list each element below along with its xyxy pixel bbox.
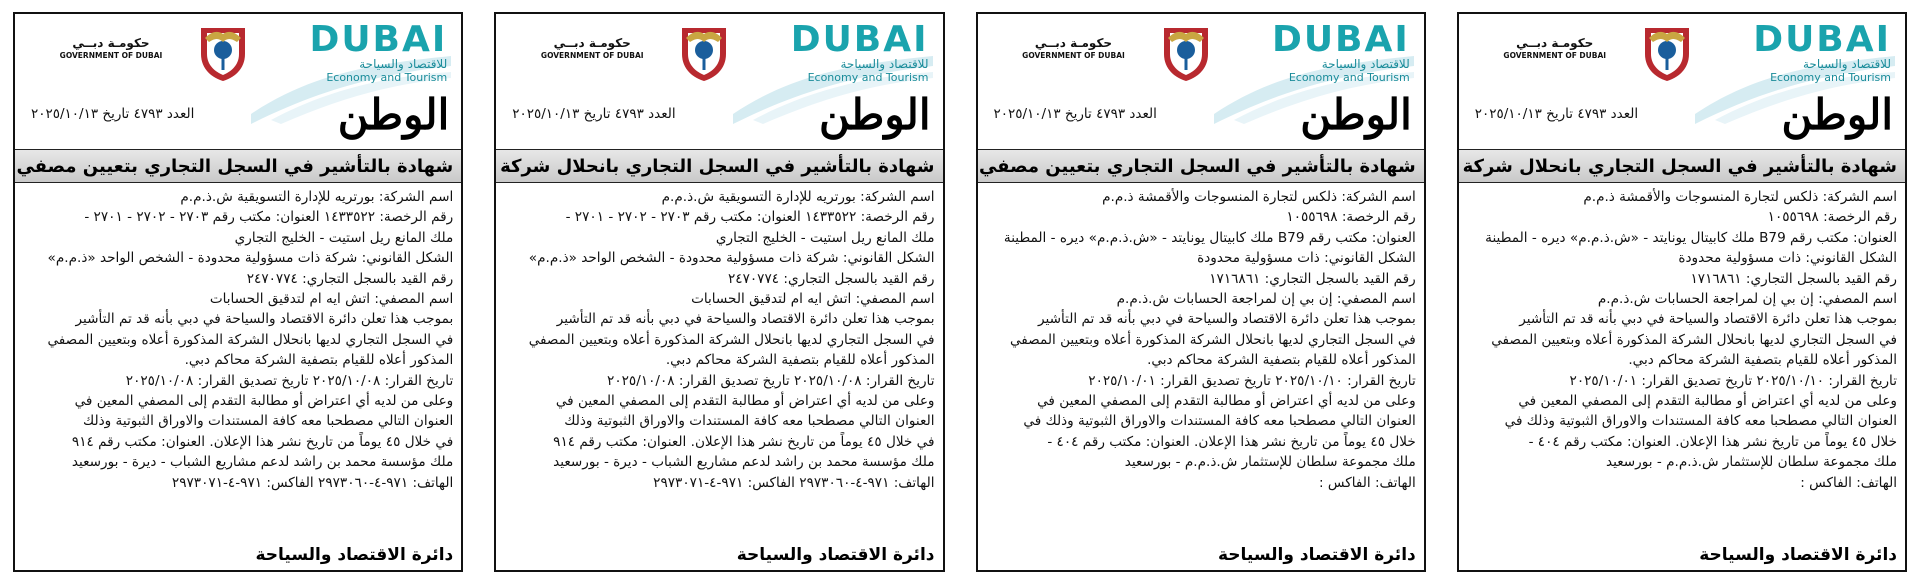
notice-line: اسم المصفي: إن بي إن لمراجعة الحسابات ش.ذ.م.م: [1597, 291, 1897, 308]
notice-line: اسم المصفي: إن بي إن لمراجعة الحسابات ش.ذ.م.م: [1116, 291, 1416, 308]
notice-title: شهادة بالتأشير في السجل التجاري بانحلال شركة: [1459, 149, 1905, 183]
notice-card: [976, 12, 1426, 572]
notice-line: اسم الشركة: ذلكس لتجارة المنسوجات والأقمشة ذ.م.م: [1102, 189, 1416, 205]
notice-footer: دائرة الاقتصاد والسياحة: [736, 545, 935, 565]
notice-line: المذكور أعلاه للقيام بتصفية الشركة محاكم دبي.: [665, 352, 935, 369]
notice-line: تاريخ القرار: ٢٠٢٥/١٠/٠٨ تاريخ تصديق القرار: ٢٠٢٥/١٠/٠٨: [125, 372, 454, 389]
notice-line: بموجب هذا تعلن دائرة الاقتصاد والسياحة في دبي بأنه قد تم التأشير: [556, 311, 935, 328]
notice-line: الهاتف: ٩٧١-٤-٢٩٧٣٠٦٠ الفاكس: ٩٧١-٤-٢٩٧٣٠٧١: [653, 474, 935, 491]
notice-line: العنوان التالي مصطحبا معه كافة المستندات والاوراق الثبوتية وذلك: [564, 413, 935, 430]
notice-line: اسم الشركة: بورتريه للإدارة التسويقية ش.ذ.م.م: [180, 189, 454, 205]
government-english: GOVERNMENT OF DUBAI: [1022, 51, 1125, 60]
notice-line: العنوان التالي مصطحبا معه كافة المستندات والاوراق الثبوتية وذلك في: [1023, 413, 1416, 430]
dubai-logo-word: DUBAI: [790, 19, 929, 60]
government-of-dubai: [31, 36, 191, 61]
notice-line: الهاتف: ٩٧١-٤-٢٩٧٣٠٦٠ الفاكس: ٩٧١-٤-٢٩٧٣٠٧١: [171, 474, 454, 491]
notice-header: [1459, 14, 1905, 149]
government-english: GOVERNMENT OF DUBAI: [540, 51, 644, 60]
dubai-economy-logo: [1271, 19, 1410, 84]
newspaper-masthead: الوطن: [818, 90, 931, 139]
dubai-economy-logo: [790, 19, 929, 84]
notice-footer: دائرة الاقتصاد والسياحة: [255, 545, 454, 565]
notice-line: رقم الرخصة: ١٠٥٥٦٩٨: [1286, 209, 1416, 226]
notice-body: [1459, 183, 1905, 540]
dubai-logo-english: Economy and Tourism: [326, 71, 448, 84]
government-emblem-icon: [195, 24, 251, 82]
government-arabic: حكومـة دبــي: [1034, 36, 1113, 50]
dubai-logo-arabic: للاقتصاد والسياحة: [1321, 57, 1410, 71]
notice-line: تاريخ القرار: ٢٠٢٥/١٠/١٠ تاريخ تصديق القرار: ٢٠٢٥/١٠/٠١: [1569, 372, 1897, 389]
notice-line: ملك مجموعة سلطان للإستثمار ش.ذ.م.م - بورسعيد: [1606, 454, 1897, 471]
notice-body: [496, 183, 942, 540]
notice-line: وعلى من لديه أي اعتراض أو مطالبة التقدم إلى المصفي المعين في: [555, 393, 935, 410]
issue-date: العدد ٤٧٩٣ تاريخ ٢٠٢٥/١٠/١٣: [31, 106, 195, 122]
notice-line: الهاتف: الفاكس :: [1800, 474, 1897, 491]
notice-line: الشكل القانوني: شركة ذات مسؤولية محدودة - الشخص الواحد «ذ.م.م»: [47, 250, 454, 267]
dubai-logo-word: DUBAI: [1753, 19, 1891, 60]
notice-line: رقم القيد بالسجل التجاري: ٢٤٧٠٧٧٤: [246, 270, 454, 287]
dubai-logo-word: DUBAI: [1271, 19, 1410, 60]
notice-line: اسم المصفي: اتش ايه ام لتدقيق الحسابات: [691, 291, 935, 308]
dubai-economy-logo: [309, 19, 448, 84]
notice-footer: دائرة الاقتصاد والسياحة: [1699, 545, 1897, 565]
notice-line: رقم القيد بالسجل التجاري: ١٧١٦٨٦١: [1690, 270, 1897, 287]
notice-line: العنوان التالي مصطحبا معه كافة المستندات والاوراق الثبوتية وذلك في: [1504, 413, 1897, 430]
notice-header: [15, 14, 461, 149]
notice-line: في السجل التجاري لديها بانحلال الشركة المذكورة أعلاه وبتعيين المصفي: [1491, 331, 1897, 348]
notice-line: المذكور أعلاه للقيام بتصفية الشركة محاكم دبي.: [1628, 352, 1897, 369]
notice-header: [496, 14, 942, 149]
notice-body: [978, 183, 1424, 540]
newspaper-masthead: الوطن: [337, 90, 450, 139]
notice-line: العنوان: مكتب رقم B79 ملك كابيتال يونايتد - «ش.ذ.م.م» ديره - المطينة: [1485, 229, 1897, 246]
notice-line: اسم الشركة: بورتريه للإدارة التسويقية ش.ذ.م.م: [661, 189, 935, 205]
notice-line: رقم الرخصة: ١٠٥٥٦٩٨: [1767, 209, 1897, 226]
notice-line: رقم الرخصة: ١٤٣٣٥٢٢ العنوان: مكتب رقم ٢٧٠٣ - ٢٧٠٢ - ٢٧٠١ -: [84, 209, 454, 226]
newspaper-masthead: الوطن: [1300, 90, 1412, 139]
notice-line: وعلى من لديه أي اعتراض أو مطالبة التقدم إلى المصفي المعين في: [74, 393, 454, 410]
issue-date: العدد ٤٧٩٣ تاريخ ٢٠٢٥/١٠/١٣: [512, 106, 676, 122]
dubai-logo-arabic: للاقتصاد والسياحة: [1802, 57, 1891, 71]
notice-line: بموجب هذا تعلن دائرة الاقتصاد والسياحة في دبي بأنه قد تم التأشير: [75, 311, 454, 328]
issue-date: العدد ٤٧٩٣ تاريخ ٢٠٢٥/١٠/١٣: [1474, 106, 1639, 122]
notice-line: رقم القيد بالسجل التجاري: ٢٤٧٠٧٧٤: [727, 270, 935, 287]
notice-line: ملك مجموعة سلطان للإستثمار ش.ذ.م.م - بورسعيد: [1124, 454, 1416, 471]
government-emblem-icon: [676, 24, 732, 82]
government-english: GOVERNMENT OF DUBAI: [1503, 51, 1607, 60]
notice-line: المذكور أعلاه للقيام بتصفية الشركة محاكم دبي.: [1147, 352, 1416, 369]
notice-line: الشكل القانوني: شركة ذات مسؤولية محدودة - الشخص الواحد «ذ.م.م»: [528, 250, 935, 267]
notice-title: شهادة بالتأشير في السجل التجاري بانحلال شركة: [496, 149, 942, 183]
notice-line: في السجل التجاري لديها بانحلال الشركة المذكورة أعلاه وبتعيين المصفي: [1009, 331, 1416, 348]
notice-line: رقم القيد بالسجل التجاري: ١٧١٦٨٦١: [1209, 270, 1416, 287]
newspaper-masthead: الوطن: [1781, 90, 1893, 139]
notice-line: تاريخ القرار: ٢٠٢٥/١٠/١٠ تاريخ تصديق القرار: ٢٠٢٥/١٠/٠١: [1088, 372, 1416, 389]
notice-card: [494, 12, 944, 572]
government-arabic: حكومـة دبــي: [553, 36, 631, 50]
notice-line: وعلى من لديه أي اعتراض أو مطالبة التقدم إلى المصفي المعين في: [1518, 393, 1897, 410]
dubai-logo-word: DUBAI: [309, 19, 448, 60]
government-of-dubai: [994, 36, 1154, 61]
notice-line: بموجب هذا تعلن دائرة الاقتصاد والسياحة في دبي بأنه قد تم التأشير: [1038, 311, 1416, 328]
notice-line: بموجب هذا تعلن دائرة الاقتصاد والسياحة في دبي بأنه قد تم التأشير: [1519, 311, 1897, 328]
notice-line: الشكل القانوني: ذات مسؤولية محدودة: [1678, 250, 1897, 267]
notice-line: ملك المانع ريل استيت - الخليج التجاري: [715, 229, 935, 246]
dubai-logo-arabic: للاقتصاد والسياحة: [840, 57, 929, 71]
notice-line: وعلى من لديه أي اعتراض أو مطالبة التقدم إلى المصفي المعين في: [1037, 393, 1416, 410]
notice-line: اسم المصفي: اتش ايه ام لتدقيق الحسابات: [209, 291, 454, 308]
government-emblem-icon: [1639, 24, 1695, 82]
notice-line: العنوان التالي مصطحبا معه كافة المستندات والاوراق الثبوتية وذلك: [83, 413, 454, 430]
notice-line: في خلال ٤٥ يوماً من تاريخ نشر هذا الإعلان. العنوان: مكتب رقم ٩١٤: [553, 433, 935, 450]
dubai-logo-english: Economy and Tourism: [807, 71, 929, 84]
notice-line: خلال ٤٥ يوماً من تاريخ نشر هذا الإعلان. العنوان: مكتب رقم ٤٠٤ -: [1528, 433, 1897, 450]
notice-title: شهادة بالتأشير في السجل التجاري بتعيين مصفي: [15, 149, 461, 183]
notice-line: العنوان: مكتب رقم B79 ملك كابيتال يونايتد - «ش.ذ.م.م» ديره - المطينة: [1003, 229, 1416, 246]
notice-line: ملك المانع ريل استيت - الخليج التجاري: [234, 229, 454, 246]
notice-line: المذكور أعلاه للقيام بتصفية الشركة محاكم دبي.: [184, 352, 454, 369]
notice-line: ملك مؤسسة محمد بن راشد لدعم مشاريع الشباب - ديرة - بورسعيد: [71, 454, 454, 471]
dubai-logo-arabic: للاقتصاد والسياحة: [359, 57, 448, 71]
issue-date: العدد ٤٧٩٣ تاريخ ٢٠٢٥/١٠/١٣: [993, 106, 1157, 122]
dubai-economy-logo: [1753, 19, 1891, 84]
notice-line: في السجل التجاري لديها بانحلال الشركة المذكورة أعلاه وبتعيين المصفي: [528, 331, 935, 348]
notice-footer: دائرة الاقتصاد والسياحة: [1217, 545, 1416, 565]
government-of-dubai: [512, 36, 672, 61]
dubai-logo-english: Economy and Tourism: [1288, 71, 1410, 84]
notice-line: تاريخ القرار: ٢٠٢٥/١٠/٠٨ تاريخ تصديق القرار: ٢٠٢٥/١٠/٠٨: [607, 372, 935, 389]
notice-header: [978, 14, 1424, 149]
government-emblem-icon: [1158, 24, 1214, 82]
notice-line: رقم الرخصة: ١٤٣٣٥٢٢ العنوان: مكتب رقم ٢٧٠٣ - ٢٧٠٢ - ٢٧٠١ -: [565, 209, 935, 226]
dubai-logo-english: Economy and Tourism: [1770, 71, 1891, 84]
notice-title: شهادة بالتأشير في السجل التجاري بتعيين مصفي: [978, 149, 1424, 183]
notice-card: [13, 12, 463, 572]
government-arabic: حكومـة دبــي: [72, 36, 150, 50]
notice-line: ملك مؤسسة محمد بن راشد لدعم مشاريع الشباب - ديرة - بورسعيد: [553, 454, 935, 471]
notice-line: في خلال ٤٥ يوماً من تاريخ نشر هذا الإعلان. العنوان: مكتب رقم ٩١٤: [71, 433, 454, 450]
notice-line: خلال ٤٥ يوماً من تاريخ نشر هذا الإعلان. العنوان: مكتب رقم ٤٠٤ -: [1047, 433, 1416, 450]
government-arabic: حكومـة دبــي: [1516, 36, 1594, 50]
notice-line: اسم الشركة: ذلكس لتجارة المنسوجات والأقمشة ذ.م.م: [1583, 189, 1897, 205]
notice-line: في السجل التجاري لديها بانحلال الشركة المذكورة أعلاه وبتعيين المصفي: [47, 331, 454, 348]
notice-card: [1457, 12, 1907, 572]
notice-line: الشكل القانوني: ذات مسؤولية محدودة: [1197, 250, 1416, 267]
government-english: GOVERNMENT OF DUBAI: [59, 51, 163, 60]
government-of-dubai: [1475, 36, 1635, 61]
notice-body: [15, 183, 461, 540]
notice-line: الهاتف: الفاكس :: [1319, 474, 1416, 491]
